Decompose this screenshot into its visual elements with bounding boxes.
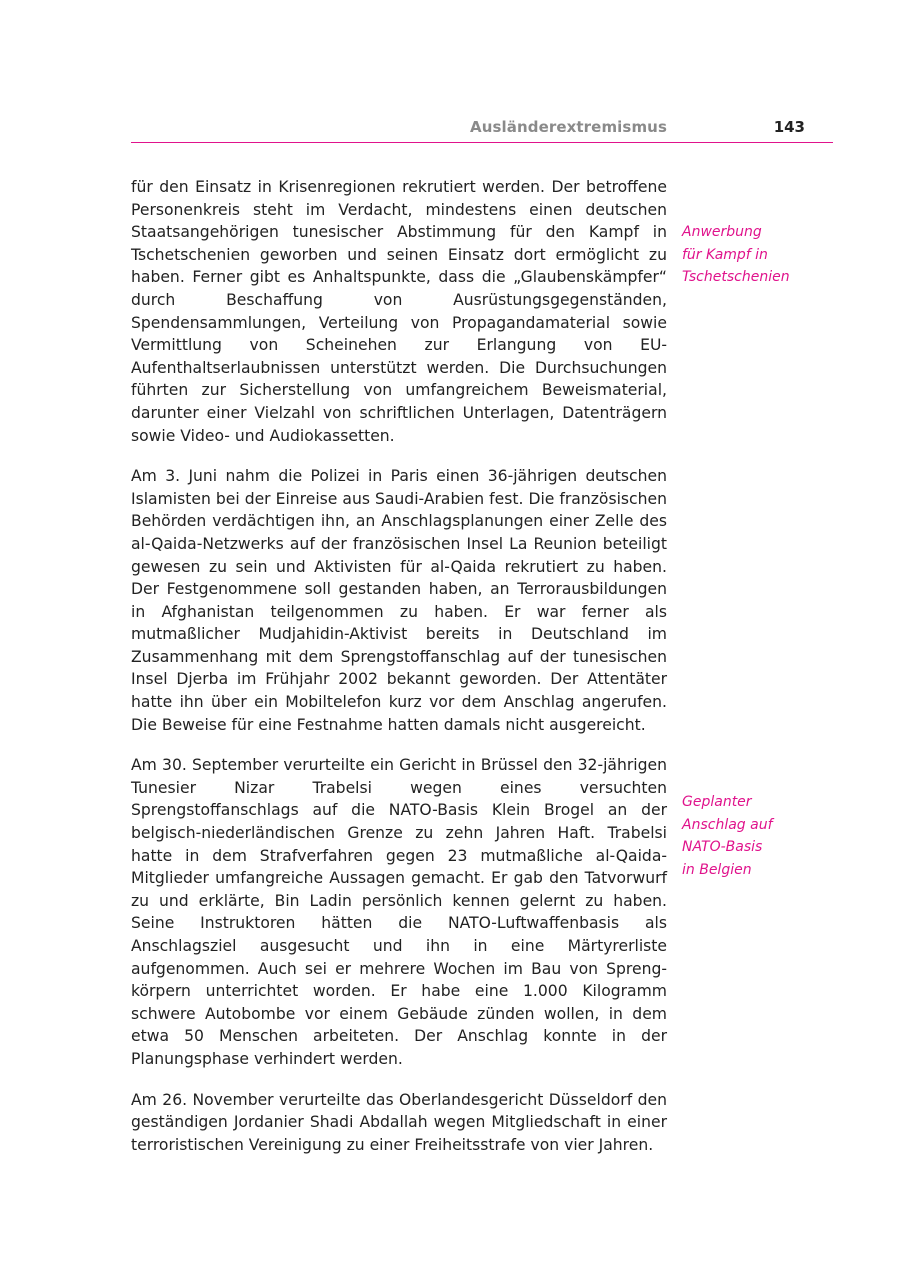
- margin-note-line: Anschlag auf: [682, 816, 773, 833]
- margin-note-nato-attack: [682, 791, 812, 881]
- margin-note-recruitment: [682, 221, 812, 289]
- margin-note-line: Geplanter: [682, 794, 752, 810]
- paragraph-1: für den Einsatz in Krisenregionen rekrutiert werden. Der betroffene Personenkreis steht im Verdacht, mindestens einen deutschen Staatsangehörigen tunesischer Abstimmung für den Kampf in Tschetschenien geworben und seinen Einsatz dort ermöglicht zu haben. Ferner gibt es Anhaltspunkte, dass die „Glaubenskämpfer“ durch Beschaffung von Ausrüstungsgegenständen, Spendensammlungen, Verteilung von Propagandamaterial sowie Vermittlung von Scheinehen zur Erlangung von EU-Aufenthaltserlaubnissen unterstützt werden. Die Durchsuchungen führten zur Sicherstellung von umfangreichem Beweismaterial, darunter einer Vielzahl von schriftlichen Unterlagen, Datenträgern sowie Video- und Audiokassetten.: [131, 178, 667, 445]
- margin-note-line: Anwerbung: [682, 224, 762, 240]
- paragraph-2: Am 3. Juni nahm die Polizei in Paris einen 36-jährigen deutschen Islamisten bei der Einreise aus Saudi-Arabien fest. Die französischen Behörden verdächtigen ihn, an Anschlagsplanungen einer Zelle des al-Qaida-Netzwerks auf der französischen Insel La Reunion beteiligt gewesen zu sein und Aktivisten für al-Qaida rekrutiert zu haben. Der Festgenommene soll gestanden haben, an Terrorausbildungen in Afghanistan teilgenommen zu haben. Er war ferner als mutmaßlicher Mudjahidin-Aktivist bereits in Deutschland im Zusammenhang mit dem Sprengstoffanschlag auf der tunesischen Insel Djerba im Frühjahr 2002 bekannt geworden. Der Attentäter hatte ihn über ein Mobiltelefon kurz vor dem Anschlag angerufen. Die Beweise für eine Festnahme hatten damals nicht ausgereicht.: [131, 467, 667, 734]
- running-header: [131, 116, 833, 143]
- header-section-title: Ausländerextremismus: [470, 118, 667, 136]
- page-number: 143: [773, 118, 805, 136]
- paragraph-3: Am 30. September verurteilte ein Gericht in Brüssel den 32-jährigen Tunesier Nizar Trabelsi wegen eines versuchten Sprengstoffanschlags auf die NATO-Basis Klein Brogel an der belgisch-niederländischen Grenze zu zehn Jahren Haft. Trabelsi hatte in dem Strafverfahren gegen 23 mutmaßliche al-Qaida-Mitglieder umfangreiche Aussagen gemacht. Er gab den Tatvorwurf zu und erklärte, Bin Ladin persönlich kennen gelernt zu haben. Seine Instruktoren hätten die NATO-Luftwaffenbasis als Anschlagsziel ausgesucht und ihn in eine Märtyrerliste aufgenommen. Auch sei er mehrere Wochen im Bau von Sprengkörpern unterrichtet worden. Er habe eine 1.000 Kilogramm schwere Autobombe vor einem Gebäude zünden wollen, in dem etwa 50 Menschen arbeiteten. Der Anschlag konnte in der Planungsphase verhindert werden.: [131, 756, 667, 1068]
- margin-note-line: für Kampf in: [682, 246, 768, 263]
- margin-note-line: Tschetschenien: [682, 269, 790, 285]
- main-text-column: [131, 176, 667, 1174]
- margin-note-line: NATO-Basis: [682, 839, 763, 855]
- paragraph-4: Am 26. November verurteilte das Oberlandesgericht Düsseldorf den geständigen Jordanier Shadi Abdallah wegen Mitgliedschaft in einer terroristischen Vereinigung zu einer Freiheitsstrafe von vier Jahren.: [131, 1090, 667, 1154]
- margin-note-line: in Belgien: [682, 861, 752, 878]
